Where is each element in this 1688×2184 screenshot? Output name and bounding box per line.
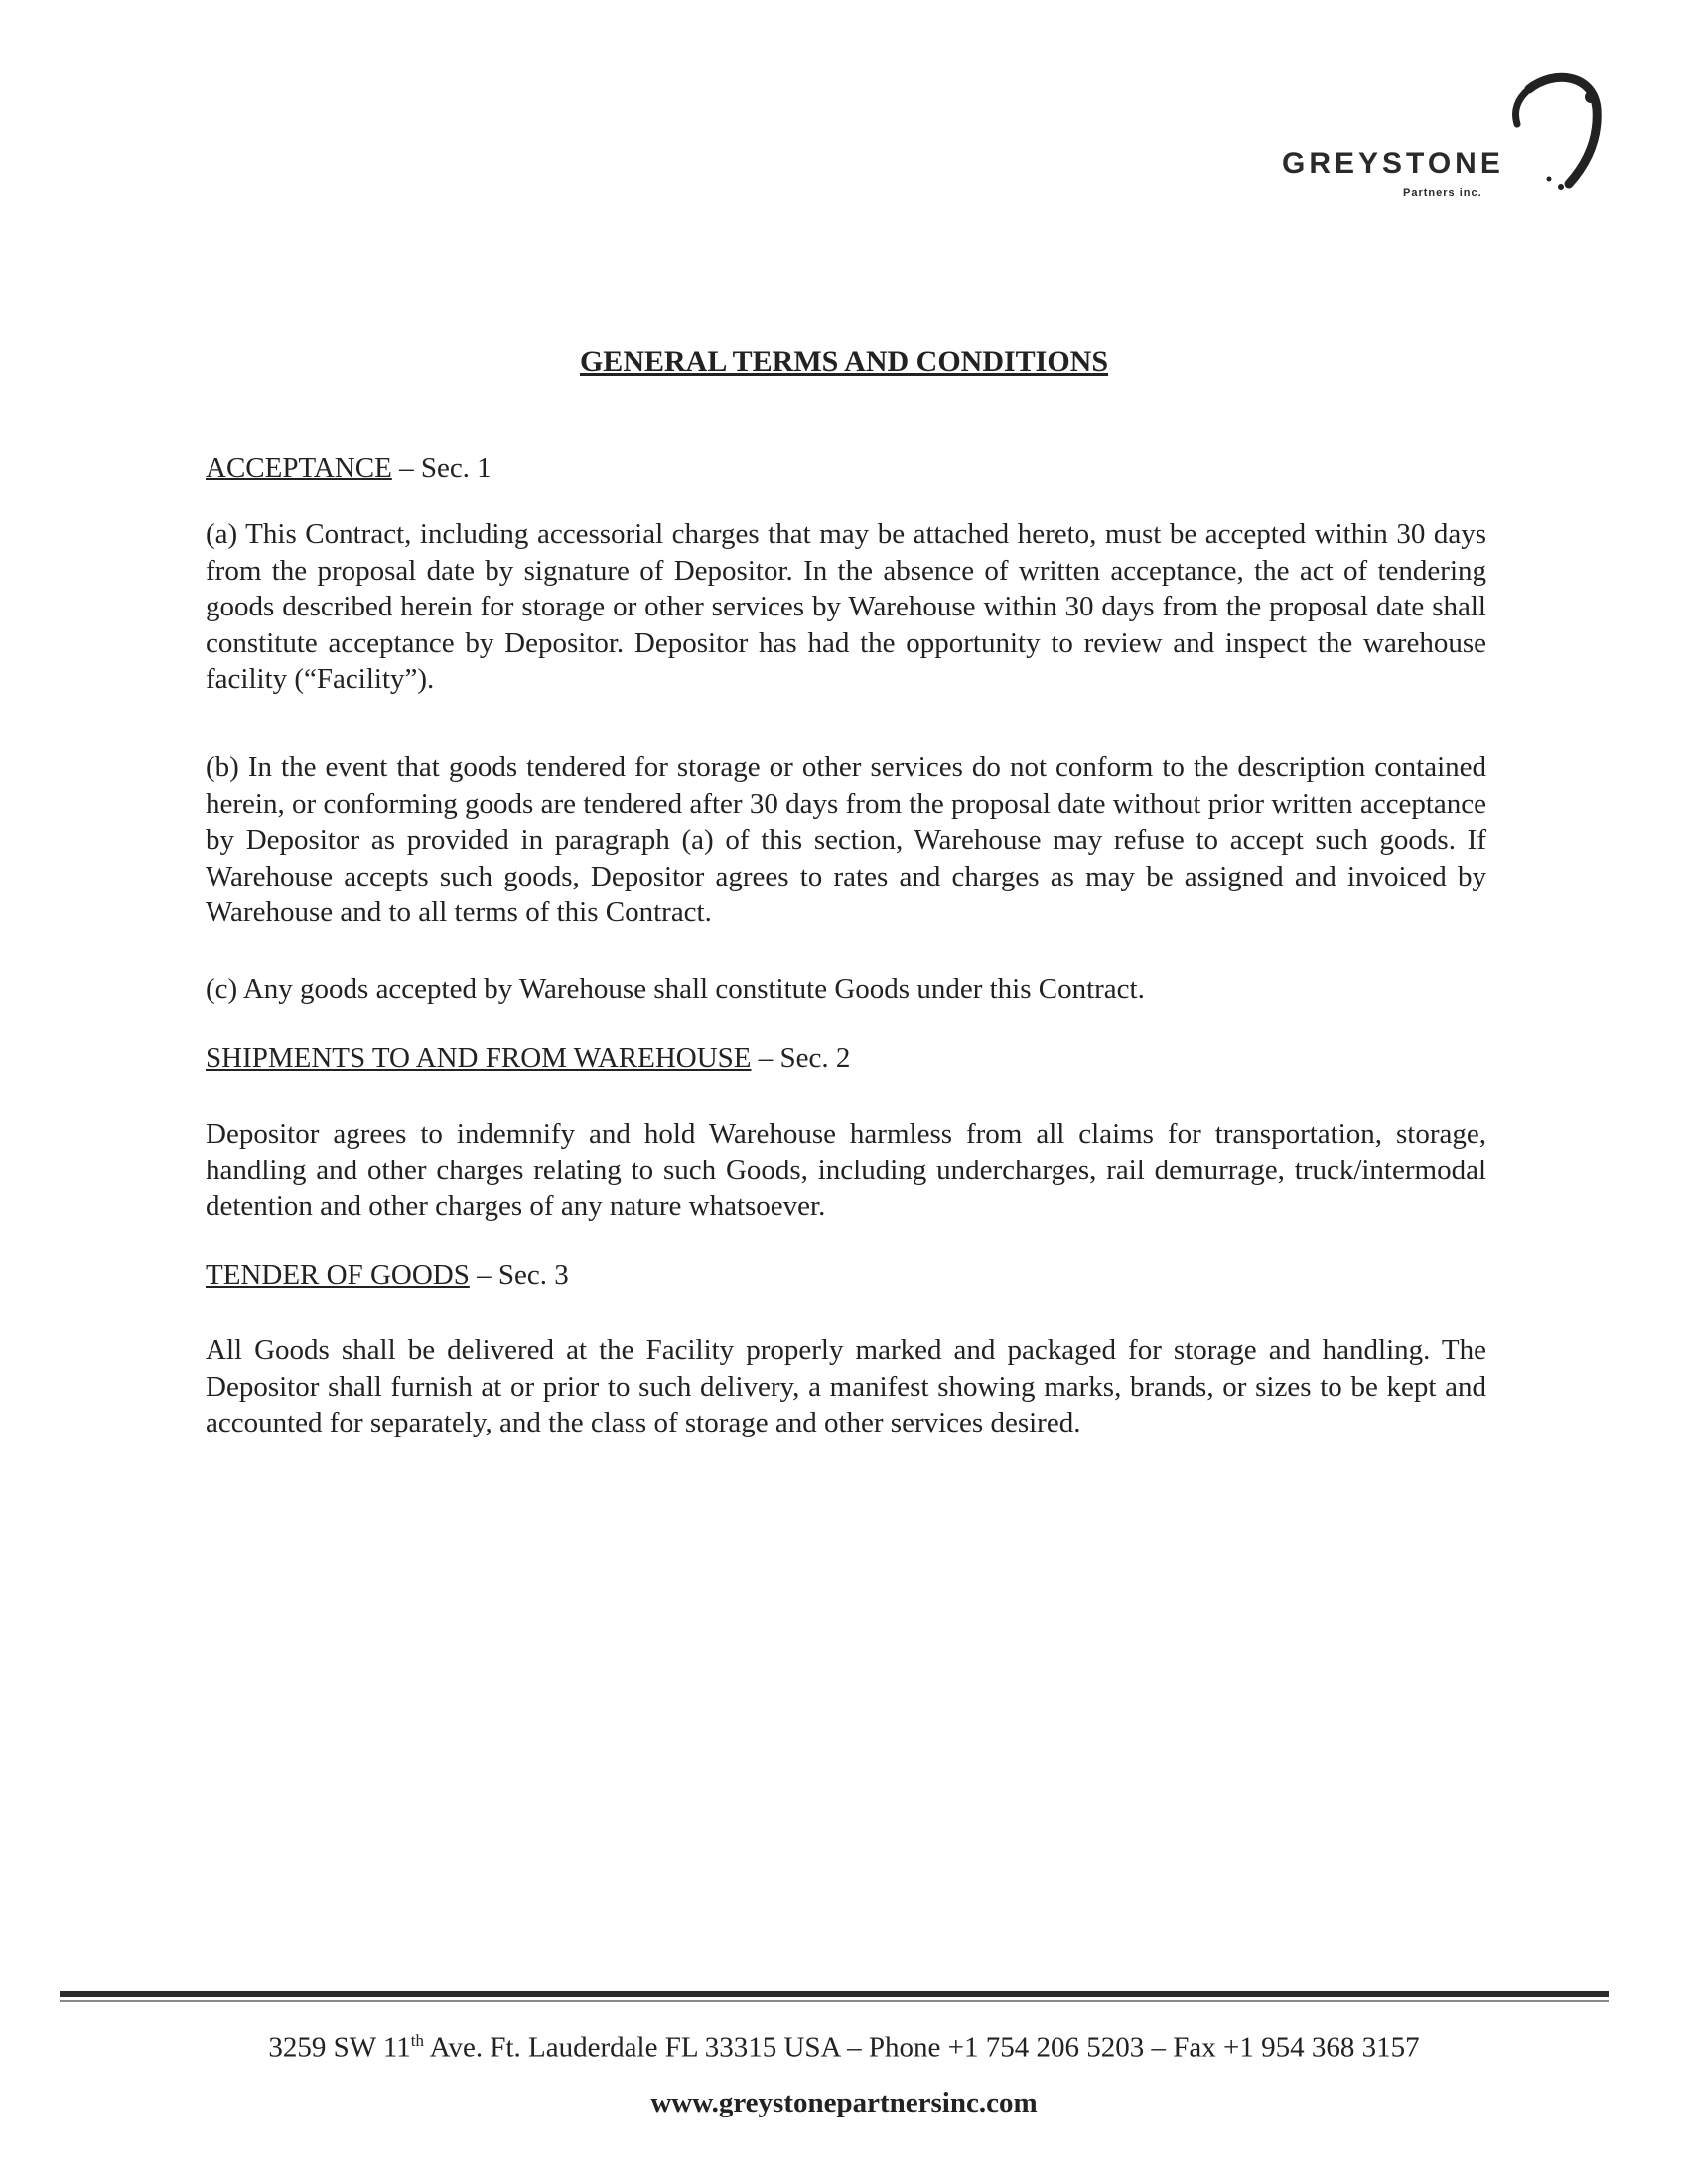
section-1-title: ACCEPTANCE: [206, 452, 392, 483]
section-1-heading: [206, 452, 492, 484]
logo-subtitle: Partners inc.: [1403, 187, 1482, 199]
section-2-para: Depositor agrees to indemnify and hold Warehouse harmless from all claims for transportation, storage, handling and other charges relating to such Goods, including undercharges, rail demurrage, truck/intermodal detention and other charges of any nature whatsoever.: [206, 1118, 1486, 1222]
company-logo: [1276, 69, 1604, 199]
section-2-heading: [206, 1042, 850, 1075]
section-3-number: – Sec. 3: [469, 1259, 569, 1291]
section-2-number: – Sec. 2: [751, 1042, 851, 1074]
section-3-para: All Goods shall be delivered at the Facility properly marked and packaged for storage and handling. The Depositor shall furnish at or prior to such delivery, a manifest showing marks, brands, or sizes to be kept and accounted for separately, and the class of storage and other services desired.: [206, 1334, 1486, 1438]
logo-ring-icon: [1499, 69, 1604, 199]
section-3-title: TENDER OF GOODS: [206, 1259, 470, 1291]
section-3-heading: [206, 1259, 569, 1292]
logo-wordmark: GREYSTONE: [1282, 147, 1504, 180]
footer-address: [0, 2031, 1688, 2065]
footer-address-rest: Ave. Ft. Lauderdale FL 33315 USA – Phone +1 754 206 5203 – Fax +1 954 368 3157: [424, 2031, 1420, 2064]
footer-divider-thin: [60, 2000, 1609, 2002]
section-1-number: – Sec. 1: [391, 452, 492, 483]
document-title: GENERAL TERMS AND CONDITIONS: [579, 345, 1109, 378]
footer-website: www.greystonepartnersinc.com: [650, 2087, 1038, 2118]
footer-address-ordinal: th: [410, 2031, 425, 2050]
footer-divider: [60, 1991, 1609, 1997]
section-1-para-c: (c) Any goods accepted by Warehouse shall constitute Goods under this Contract.: [206, 973, 1145, 1005]
section-1-para-a: (a) This Contract, including accessorial charges that may be attached hereto, must be accepted within 30 days from the proposal date by signature of Depositor. In the absence of written acceptance, the act of tendering goods described herein for storage or other services by Warehouse within 30 days from the proposal date shall constitute acceptance by Depositor. Depositor has had the opportunity to review and inspect the warehouse facility (“Facility”).: [206, 518, 1486, 695]
footer-address-start: 3259 SW 11: [268, 2031, 411, 2064]
section-1-para-b: (b) In the event that goods tendered for storage or other services do not conform to the description contained herein, or conforming goods are tendered after 30 days from the proposal date without prior written acceptance by Depositor as provided in paragraph (a) of this section, Warehouse may refuse to accept such goods. If Warehouse accepts such goods, Depositor agrees to rates and charges as may be assigned and invoiced by Warehouse and to all terms of this Contract.: [206, 751, 1486, 928]
section-2-title: SHIPMENTS TO AND FROM WAREHOUSE: [206, 1042, 752, 1074]
